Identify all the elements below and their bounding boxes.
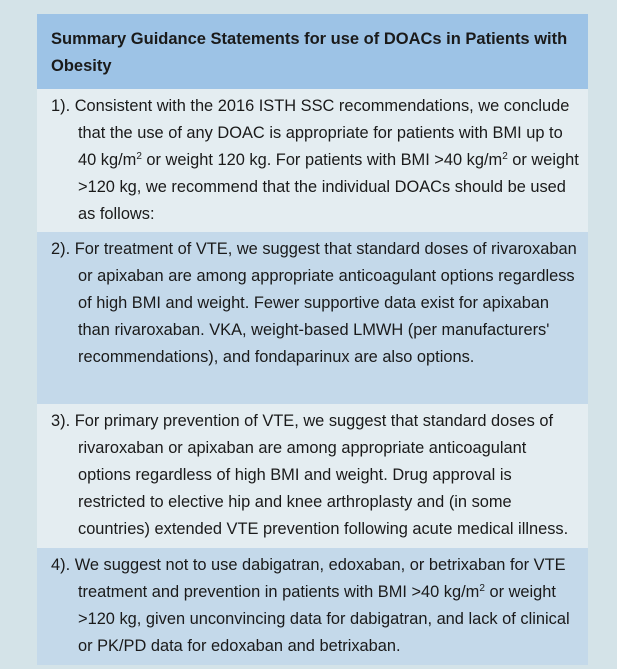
- guidance-table: [37, 14, 588, 665]
- statement-2-text: For treatment of VTE, we suggest that standard doses of rivaroxaban or apixaban are among appropriate anticoagulant options regardless of high BMI and weight. Fewer supportive data exist for apixaban than rivaroxaban. VKA, weight-based LMWH (per manufacturers' recommendations), and fondaparinux are also options.: [70, 240, 577, 366]
- statement-2-number: 2).: [51, 240, 71, 258]
- statement-3: [37, 404, 588, 548]
- statement-1-text-b: or weight 120 kg. For patients with BMI >40 kg/m: [141, 151, 503, 169]
- statement-1-text-a: Consistent with the 2016 ISTH SSC recommendations, we conclude that the use of any DOAC is appropriate for patients with BMI up to 40 kg/m: [70, 97, 570, 169]
- statement-1-text-c: or weight >120 kg, we recommend that the individual DOACs should be used as follows:: [78, 151, 579, 223]
- statement-3-number: 3).: [51, 412, 71, 430]
- superscript-2: 2: [136, 151, 142, 162]
- statement-3-text: For primary prevention of VTE, we suggest that standard doses of rivaroxaban or apixaban are among appropriate anticoagulant options regardless of high BMI and weight. Drug approval is restricted to elective hip and knee arthroplasty and (in some countries) extended VTE prevention following acute medical illness.: [70, 412, 569, 538]
- superscript-2: 2: [479, 583, 485, 594]
- statement-4-text-b: or weight >120 kg, given unconvincing data for dabigatran, and lack of clinical or PK/PD data for edoxaban and betrixaban.: [78, 583, 570, 655]
- statement-1: [37, 89, 588, 232]
- superscript-2: 2: [502, 151, 508, 162]
- statement-1-number: 1).: [51, 97, 71, 115]
- table-title: Summary Guidance Statements for use of DOACs in Patients with Obesity: [37, 14, 588, 89]
- statement-2: [37, 232, 588, 404]
- statement-4-number: 4).: [51, 556, 71, 574]
- statement-4: [37, 548, 588, 665]
- statement-4-text-a: We suggest not to use dabigatran, edoxaban, or betrixaban for VTE treatment and prevention in patients with BMI >40 kg/m: [70, 556, 566, 601]
